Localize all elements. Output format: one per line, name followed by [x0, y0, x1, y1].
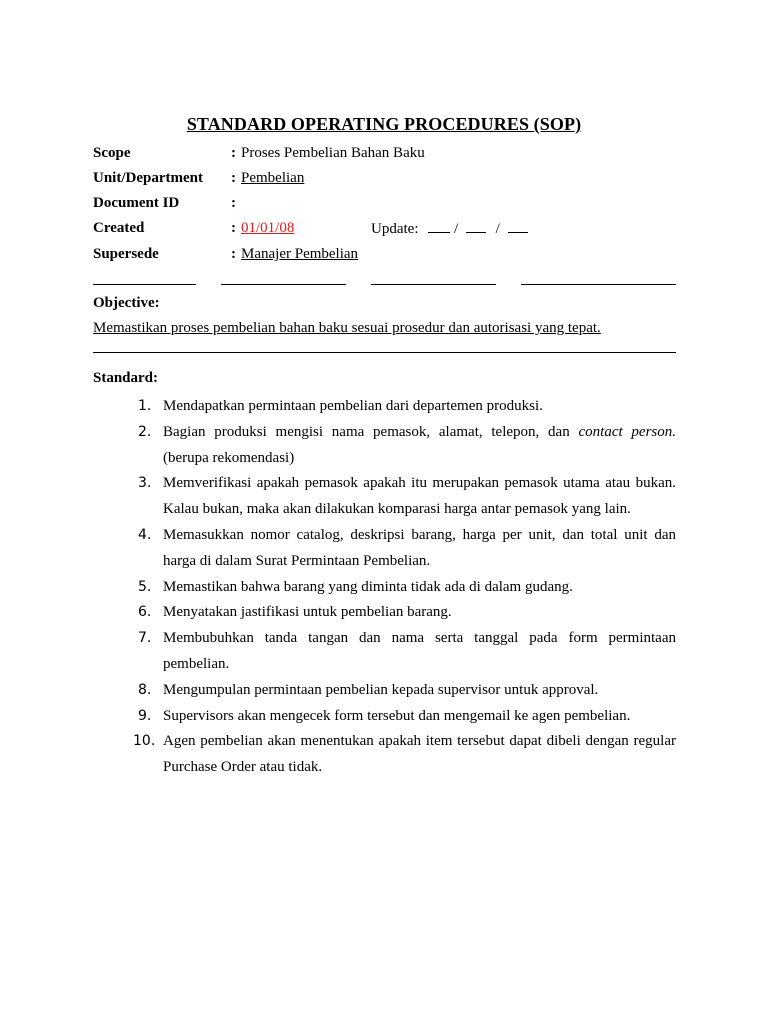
colon: : — [231, 145, 236, 161]
document-id-label: Document ID — [93, 195, 180, 211]
scope-label: Scope — [93, 145, 131, 161]
item-number: 6. — [138, 604, 152, 621]
list-item — [93, 704, 676, 730]
list-item — [93, 729, 676, 781]
update-year-blank — [508, 218, 528, 233]
item-text: Membubuhkan tanda tangan dan nama serta tanggal pada form permintaan pembelian. — [163, 630, 676, 672]
line-segment — [93, 284, 196, 285]
list-item — [93, 471, 676, 523]
list-item — [93, 420, 676, 472]
line-segment — [371, 284, 496, 285]
list-item — [93, 600, 676, 626]
unit-label: Unit/Department — [93, 170, 203, 186]
item-number: 10. — [133, 733, 156, 750]
item-text-after: (berupa rekomendasi) — [163, 449, 295, 466]
item-number: 1. — [138, 398, 152, 414]
list-item — [93, 523, 676, 575]
scope-value: Proses Pembelian Bahan Baku — [241, 145, 425, 161]
supersede-label: Supersede — [93, 246, 159, 262]
item-text: Menyatakan jastifikasi untuk pembelian barang. — [163, 604, 452, 621]
update-month-blank — [466, 218, 486, 233]
list-item — [93, 678, 676, 704]
item-text: Supervisors akan mengecek form tersebut dan mengemail ke agen pembelian. — [163, 707, 631, 724]
supersede-value: Manajer Pembelian — [241, 246, 359, 262]
objective-label: Objective: — [93, 295, 160, 311]
colon: : — [231, 195, 236, 211]
item-number: 5. — [138, 578, 152, 595]
line-segment — [221, 284, 346, 285]
item-number: 4. — [138, 526, 152, 543]
item-text: Mendapatkan permintaan pembelian dari departemen produksi. — [163, 398, 543, 414]
item-number: 9. — [138, 707, 152, 724]
slash: / — [453, 221, 459, 237]
separator-line — [93, 352, 676, 353]
created-value: 01/01/08 — [241, 220, 295, 236]
item-text: Memastikan bahwa barang yang diminta tidak ada di dalam gudang. — [163, 578, 573, 595]
standard-label: Standard: — [93, 370, 159, 386]
standard-list — [93, 394, 676, 781]
item-number: 8. — [138, 681, 152, 698]
update-field — [371, 218, 528, 239]
slash: / — [495, 221, 500, 237]
separator-line — [93, 284, 676, 285]
colon: : — [231, 246, 236, 262]
colon: : — [231, 170, 236, 186]
item-text: Memasukkan nomor catalog, deskripsi barang, harga per unit, dan total unit dan harga di dalam Surat Permintaan Pembelian. — [163, 526, 676, 569]
list-item — [93, 575, 676, 601]
update-label: Update: — [371, 221, 419, 237]
item-number: 7. — [138, 630, 152, 647]
list-item — [93, 394, 676, 420]
objective-text: Memastikan proses pembelian bahan baku sesuai prosedur dan autorisasi yang tepat. — [93, 320, 601, 336]
item-text: Mengumpulan permintaan pembelian kepada supervisor untuk approval. — [163, 681, 599, 698]
line-segment — [521, 284, 676, 285]
item-text: Agen pembelian akan menentukan apakah item tersebut dapat dibeli dengan regular Purchase Order atau tidak. — [163, 733, 676, 776]
item-text: Memverifikasi apakah pemasok apakah itu merupakan pemasok utama atau bukan. Kalau bukan, maka akan dilakukan komparasi harga antar pemasok yang lain. — [163, 475, 676, 518]
list-item — [93, 626, 676, 678]
created-label: Created — [93, 220, 145, 236]
item-text: Bagian produksi mengisi nama pemasok, alamat, telepon, dan — [163, 423, 570, 440]
item-number: 3. — [138, 475, 152, 492]
item-number: 2. — [138, 423, 152, 440]
document-title: STANDARD OPERATING PROCEDURES (SOP) — [186, 114, 582, 134]
colon: : — [231, 220, 236, 236]
unit-value: Pembelian — [241, 170, 305, 186]
update-day-blank — [428, 218, 450, 233]
item-text-italic: contact person. — [578, 423, 677, 440]
